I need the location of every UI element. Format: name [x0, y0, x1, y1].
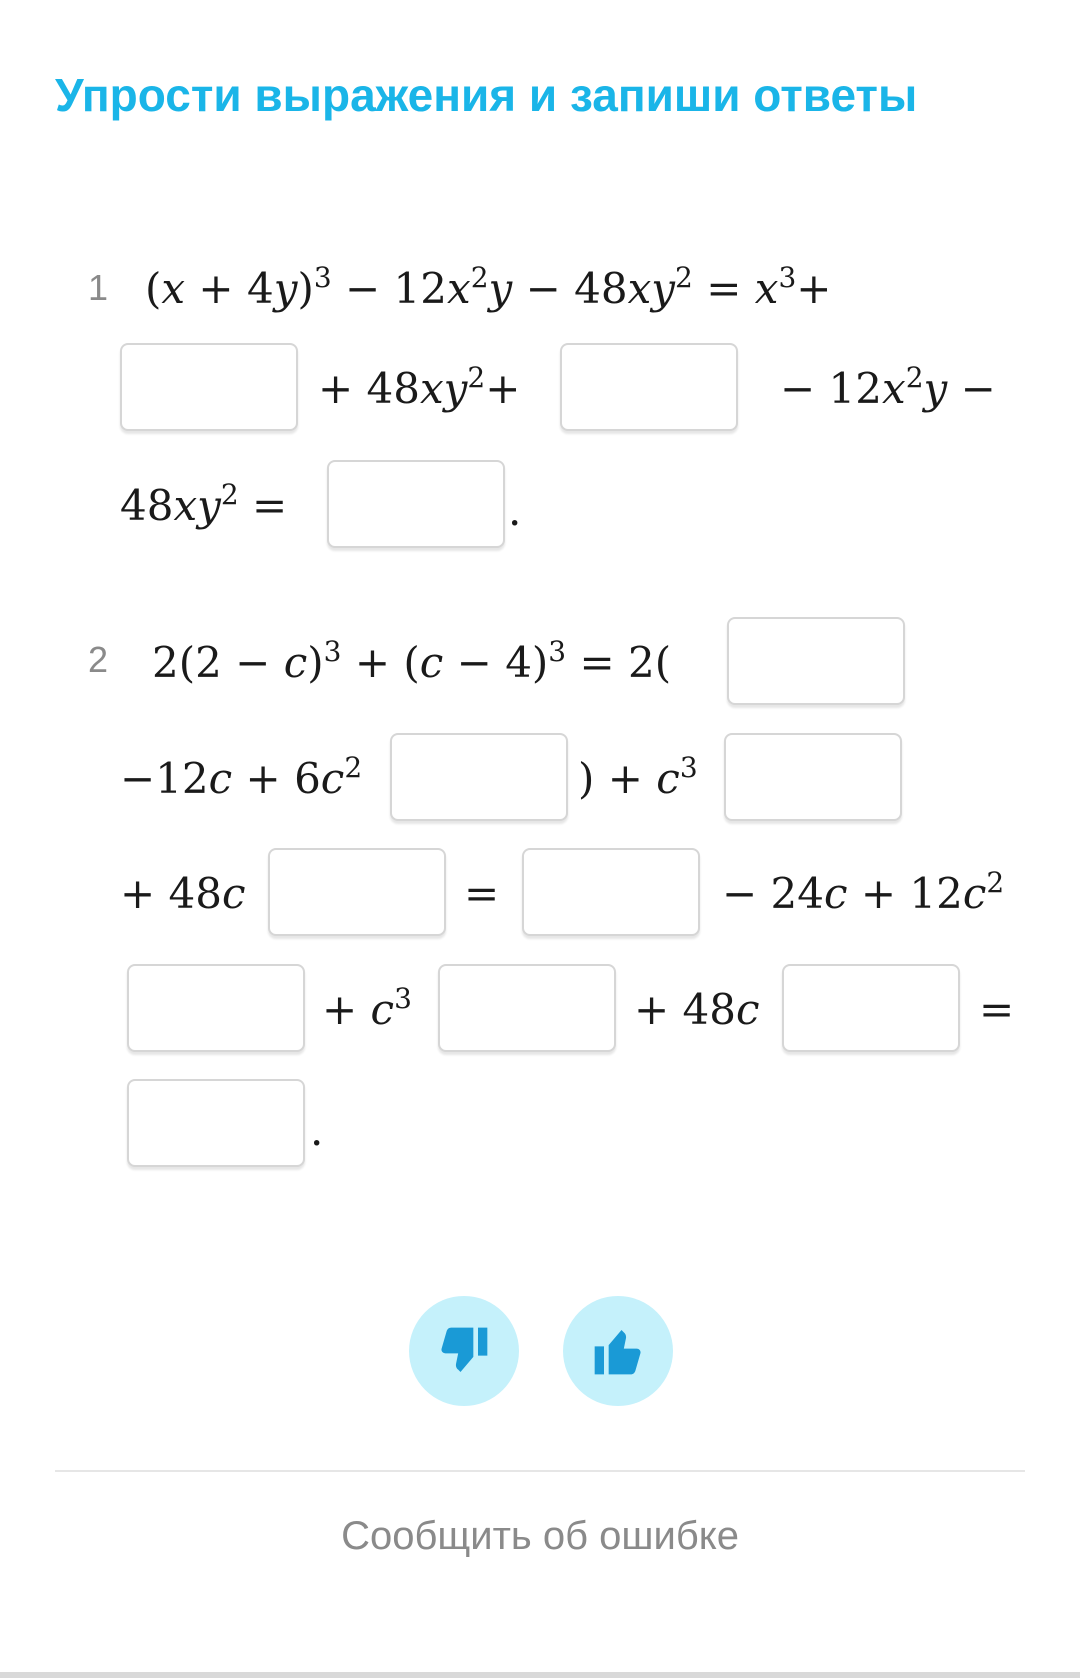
math-text: ): [297, 264, 314, 313]
math-var: x: [754, 264, 779, 313]
math-var: c: [419, 638, 444, 687]
math-exponent: 2: [905, 361, 924, 394]
math-var: c: [962, 869, 987, 918]
math-text: +: [796, 264, 832, 313]
math-var: x: [161, 264, 186, 313]
math-var: y: [273, 264, 298, 313]
answer-input-2d[interactable]: [268, 848, 446, 936]
math-var: c: [283, 638, 308, 687]
task1-line2a: [318, 361, 521, 413]
math-var: c: [736, 985, 760, 1034]
task2-line3-eq: =: [464, 869, 500, 918]
math-text: + 12: [847, 869, 963, 918]
math-var: xy: [173, 481, 221, 530]
math-text: + 48: [634, 985, 736, 1034]
answer-input-2f[interactable]: [127, 964, 305, 1052]
math-var: xy: [627, 264, 676, 313]
math-exponent: 3: [679, 751, 698, 784]
math-text: − 48: [512, 264, 628, 313]
math-text: ): [307, 638, 324, 687]
math-var: y: [923, 364, 948, 413]
bottom-bar: [0, 1672, 1080, 1678]
math-text: +: [485, 364, 521, 413]
math-var: c: [208, 754, 233, 803]
math-var: c: [656, 754, 680, 803]
answer-input-2c[interactable]: [724, 733, 902, 821]
dislike-button[interactable]: [409, 1296, 519, 1406]
math-exponent: 3: [778, 261, 797, 294]
task2-line3b: [722, 866, 1005, 918]
math-text: + 48: [318, 364, 420, 413]
math-exponent: 2: [986, 866, 1005, 899]
math-var: y: [488, 264, 513, 313]
task2-line4-eq: =: [979, 985, 1015, 1034]
divider: [55, 1470, 1025, 1472]
math-text: 48: [120, 481, 174, 530]
page-title: Упрости выражения и запиши ответы: [55, 69, 918, 121]
math-text: ) +: [578, 754, 657, 803]
answer-input-1a[interactable]: [120, 343, 298, 431]
math-text: − 12: [331, 264, 447, 313]
task2-period: .: [310, 1106, 324, 1155]
math-text: + 4: [185, 264, 274, 313]
math-text: +: [322, 985, 371, 1034]
math-text: −: [947, 364, 996, 413]
thumbs-down-icon: [409, 1323, 519, 1379]
math-exponent: 3: [313, 261, 332, 294]
answer-input-1b[interactable]: [560, 343, 738, 431]
task-number-1: 1: [88, 267, 109, 308]
task2-line2a: [120, 751, 363, 803]
like-button[interactable]: [563, 1296, 673, 1406]
math-text: = 2(: [566, 638, 672, 687]
math-var: xy: [420, 364, 468, 413]
math-text: =: [238, 481, 288, 530]
math-exponent: 2: [467, 361, 486, 394]
math-text: =: [692, 264, 755, 313]
math-exponent: 3: [323, 635, 342, 668]
math-exponent: 2: [675, 261, 693, 294]
thumbs-up-icon: [563, 1323, 673, 1379]
answer-input-1c[interactable]: [327, 460, 505, 548]
task1-line2b: [780, 361, 996, 413]
math-var: c: [370, 985, 395, 1034]
math-var: c: [320, 754, 345, 803]
math-text: − 4): [443, 638, 549, 687]
task2-line3a: [120, 869, 246, 918]
task-number-2: 2: [88, 639, 109, 680]
math-var: x: [447, 264, 471, 313]
task2-line1: [152, 635, 672, 687]
math-text: − 24: [722, 869, 824, 918]
math-text: + 48: [120, 869, 222, 918]
math-var: c: [222, 869, 246, 918]
answer-input-2i[interactable]: [127, 1079, 305, 1167]
math-var: c: [824, 869, 848, 918]
report-error-link[interactable]: Сообщить об ошибке: [341, 1514, 739, 1558]
answer-input-2e[interactable]: [522, 848, 700, 936]
task1-line1: [145, 261, 832, 313]
math-text: + 6: [232, 754, 321, 803]
math-text: −12: [120, 754, 209, 803]
answer-input-2b[interactable]: [390, 733, 568, 821]
math-exponent: 2: [344, 751, 363, 784]
math-text: (: [145, 264, 162, 313]
math-text: + (: [341, 638, 420, 687]
math-exponent: 2: [220, 478, 239, 511]
task2-line2b: [578, 751, 698, 803]
task2-line4a: [322, 982, 412, 1034]
answer-input-2a[interactable]: [727, 617, 905, 705]
task1-line3: [120, 478, 288, 530]
math-text: 2(2 −: [152, 638, 284, 687]
math-var: x: [882, 364, 906, 413]
math-exponent: 3: [394, 982, 412, 1015]
task1-period: .: [508, 486, 522, 535]
task2-line4b: [634, 985, 760, 1034]
answer-input-2g[interactable]: [438, 964, 616, 1052]
answer-input-2h[interactable]: [782, 964, 960, 1052]
math-exponent: 2: [470, 261, 489, 294]
math-text: − 12: [780, 364, 882, 413]
math-exponent: 3: [548, 635, 567, 668]
